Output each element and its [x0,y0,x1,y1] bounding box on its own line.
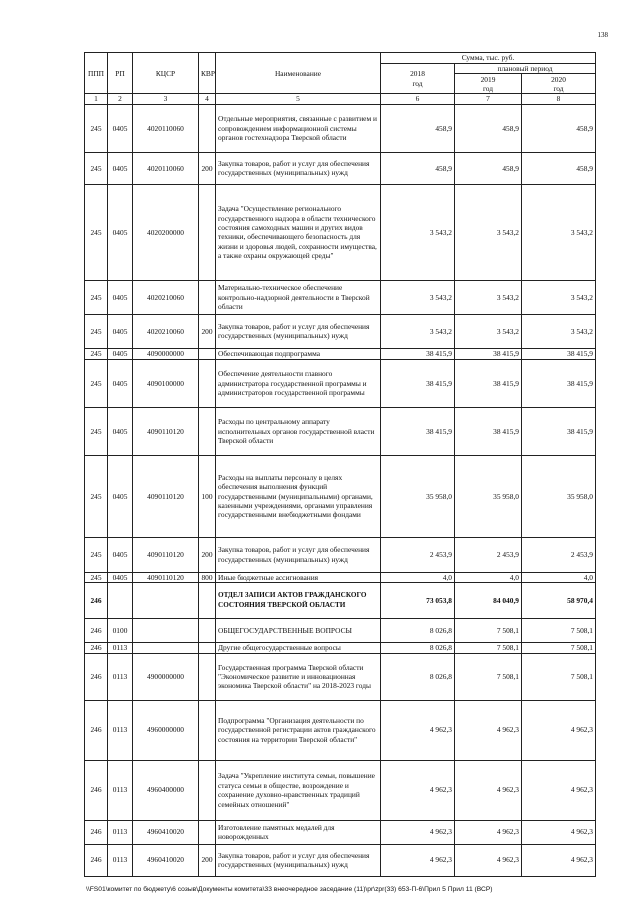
cell-rp: 0405 [108,537,133,572]
cell-2020: 2 453,9 [522,537,596,572]
header-planned-period: плановый период [455,64,596,74]
cell-2018: 8 026,8 [381,653,455,700]
cell-rp: 0405 [108,152,133,184]
cell-ppp: 245 [85,407,108,455]
cell-2019: 4 962,3 [455,700,522,760]
cell-name: Иные бюджетные ассигнования [216,572,381,582]
cell-kcsr: 4090110120 [133,537,199,572]
cell-rp: 0113 [108,820,133,844]
cell-2018: 4 962,3 [381,700,455,760]
cell-2018: 3 543,2 [381,280,455,314]
table-row [85,583,596,619]
table-row [85,844,596,876]
header-name: Наименование [216,53,381,94]
cell-2020: 38 415,9 [522,407,596,455]
cell-2020: 3 543,2 [522,280,596,314]
cell-2019: 7 508,1 [455,619,522,643]
cell-ppp: 245 [85,314,108,348]
cell-name: Другие общегосударственные вопросы [216,643,381,653]
cell-name: Отдельные мероприятия, связанные с развитием и сопровождением информационной системы органов гостехнадзора Тверской области [216,104,381,152]
cell-2020: 38 415,9 [522,359,596,407]
cell-2019: 3 543,2 [455,314,522,348]
header-num-3: 3 [133,94,199,104]
cell-2018: 8 026,8 [381,643,455,653]
cell-2019: 3 543,2 [455,280,522,314]
cell-rp: 0405 [108,348,133,359]
cell-2020: 4 962,3 [522,844,596,876]
cell-rp: 0405 [108,104,133,152]
table-row [85,619,596,643]
cell-2018: 8 026,8 [381,619,455,643]
table-row [85,280,596,314]
cell-2020: 58 970,4 [522,583,596,619]
cell-kcsr: 4090110120 [133,407,199,455]
cell-kvr: 100 [199,455,216,537]
cell-rp: 0113 [108,844,133,876]
cell-2020: 7 508,1 [522,619,596,643]
page-number: 138 [597,31,608,39]
cell-name: Расходы по центральному аппарату исполнительных органов государственной власти Тверской области [216,407,381,455]
cell-2019: 84 040,9 [455,583,522,619]
cell-2019: 4 962,3 [455,844,522,876]
header-kcsr: КЦСР [133,53,199,94]
table-row [85,314,596,348]
cell-2020: 35 958,0 [522,455,596,537]
header-year-2018: 2018 год [381,64,455,94]
cell-name: Расходы на выплаты персоналу в целях обеспечения выполнения функций государственными (муниципальными) органами, казенными учреждениями, органами управления государственными внебюджетными фондами [216,455,381,537]
cell-2018: 38 415,9 [381,407,455,455]
cell-2018: 2 453,9 [381,537,455,572]
cell-ppp: 245 [85,455,108,537]
table-row [85,407,596,455]
cell-rp: 0405 [108,407,133,455]
cell-2018: 38 415,9 [381,359,455,407]
cell-name: ОТДЕЛ ЗАПИСИ АКТОВ ГРАЖДАНСКОГО СОСТОЯНИЯ ТВЕРСКОЙ ОБЛАСТИ [216,583,381,619]
cell-2018: 4 962,3 [381,760,455,820]
cell-kvr [199,700,216,760]
cell-2019: 4,0 [455,572,522,582]
table-row [85,820,596,844]
cell-2020: 4 962,3 [522,700,596,760]
cell-2019: 4 962,3 [455,760,522,820]
cell-name: Закупка товаров, работ и услуг для обеспечения государственных (муниципальных) нужд [216,152,381,184]
cell-kvr: 200 [199,314,216,348]
cell-2018: 4 962,3 [381,820,455,844]
cell-2019: 4 962,3 [455,820,522,844]
cell-2019: 38 415,9 [455,348,522,359]
cell-kcsr [133,619,199,643]
cell-kvr [199,280,216,314]
table-row [85,359,596,407]
cell-rp: 0113 [108,653,133,700]
cell-kcsr: 4960410020 [133,820,199,844]
header-num-4: 4 [199,94,216,104]
cell-rp: 0113 [108,643,133,653]
cell-ppp: 245 [85,184,108,280]
cell-name: Подпрограмма "Организация деятельности по государственной регистрации актов гражданского состояния на территории Тверской области" [216,700,381,760]
cell-2018: 4,0 [381,572,455,582]
cell-name: Задача "Укрепление института семьи, повышение статуса семьи в обществе, возрождение и сохранение духовно-нравственных традиций семейных отношений" [216,760,381,820]
cell-2020: 4 962,3 [522,820,596,844]
cell-rp: 0405 [108,314,133,348]
cell-ppp: 246 [85,583,108,619]
cell-kvr [199,643,216,653]
cell-ppp: 246 [85,619,108,643]
cell-kvr [199,653,216,700]
cell-2018: 73 053,8 [381,583,455,619]
table-row [85,643,596,653]
header-num-5: 5 [216,94,381,104]
header-num-1: 1 [85,94,108,104]
table-row [85,572,596,582]
header-rp: РП [108,53,133,94]
cell-2020: 3 543,2 [522,184,596,280]
cell-kvr [199,820,216,844]
cell-kcsr: 4020210060 [133,314,199,348]
cell-kvr: 200 [199,152,216,184]
cell-kcsr: 4020110060 [133,152,199,184]
cell-kvr: 200 [199,537,216,572]
cell-2019: 3 543,2 [455,184,522,280]
cell-kvr [199,359,216,407]
cell-ppp: 245 [85,152,108,184]
cell-ppp: 245 [85,537,108,572]
cell-kvr [199,583,216,619]
table-row [85,653,596,700]
cell-2020: 38 415,9 [522,348,596,359]
cell-2019: 7 508,1 [455,643,522,653]
cell-2018: 38 415,9 [381,348,455,359]
cell-2018: 458,9 [381,104,455,152]
cell-2020: 7 508,1 [522,643,596,653]
cell-2018: 4 962,3 [381,844,455,876]
cell-ppp: 245 [85,104,108,152]
cell-ppp: 245 [85,280,108,314]
table-row [85,348,596,359]
cell-ppp: 246 [85,760,108,820]
cell-kcsr: 4090110120 [133,572,199,582]
cell-name: Обеспечивающая подпрограмма [216,348,381,359]
cell-2019: 7 508,1 [455,653,522,700]
cell-2019: 38 415,9 [455,359,522,407]
cell-2018: 3 543,2 [381,184,455,280]
header-num-8: 8 [522,94,596,104]
cell-rp: 0100 [108,619,133,643]
cell-kvr: 200 [199,844,216,876]
cell-2019: 458,9 [455,152,522,184]
cell-kcsr: 4090100000 [133,359,199,407]
cell-rp [108,583,133,619]
cell-name: Обеспечение деятельности главного администратора государственной программы и администраторов государственной программы [216,359,381,407]
cell-2018: 35 958,0 [381,455,455,537]
cell-kvr [199,104,216,152]
cell-ppp: 246 [85,844,108,876]
cell-rp: 0405 [108,455,133,537]
cell-rp: 0405 [108,184,133,280]
cell-rp: 0405 [108,280,133,314]
cell-2019: 2 453,9 [455,537,522,572]
budget-table [84,52,596,877]
cell-kcsr: 4020200000 [133,184,199,280]
cell-kcsr: 4020110060 [133,104,199,152]
cell-kcsr: 4960400000 [133,760,199,820]
cell-2020: 3 543,2 [522,314,596,348]
cell-rp: 0113 [108,700,133,760]
cell-ppp: 245 [85,359,108,407]
table-row [85,537,596,572]
cell-name: Закупка товаров, работ и услуг для обеспечения государственных (муниципальных) нужд [216,537,381,572]
cell-kcsr: 4020210060 [133,280,199,314]
header-num-6: 6 [381,94,455,104]
cell-kcsr: 4090000000 [133,348,199,359]
cell-name: Материально-техническое обеспечение контрольно-надзорной деятельности в Тверской области [216,280,381,314]
cell-2019: 458,9 [455,104,522,152]
cell-name: Изготовление памятных медалей для новорожденных [216,820,381,844]
cell-kvr [199,407,216,455]
cell-name: Закупка товаров, работ и услуг для обеспечения государственных (муниципальных) нужд [216,844,381,876]
cell-2020: 458,9 [522,104,596,152]
header-ppp: ППП [85,53,108,94]
header-sum: Сумма, тыс. руб. [381,53,596,64]
header-year-2019: 2019 год [455,74,522,94]
cell-kvr [199,348,216,359]
header-num-7: 7 [455,94,522,104]
cell-rp: 0113 [108,760,133,820]
cell-name: ОБЩЕГОСУДАРСТВЕННЫЕ ВОПРОСЫ [216,619,381,643]
header-kvr: КВР [199,53,216,94]
table-row [85,760,596,820]
cell-2019: 35 958,0 [455,455,522,537]
cell-rp: 0405 [108,359,133,407]
cell-name: Государственная программа Тверской области "Экономическое развитие и инновационная экономика Тверской области" на 2018-2023 годы [216,653,381,700]
cell-kcsr [133,643,199,653]
cell-2020: 7 508,1 [522,653,596,700]
table-row [85,455,596,537]
table-row [85,700,596,760]
cell-2019: 38 415,9 [455,407,522,455]
cell-kcsr: 4960410020 [133,844,199,876]
cell-ppp: 245 [85,572,108,582]
table-row [85,184,596,280]
cell-name: Закупка товаров, работ и услуг для обеспечения государственных (муниципальных) нужд [216,314,381,348]
cell-kvr [199,760,216,820]
cell-2018: 3 543,2 [381,314,455,348]
cell-ppp: 246 [85,700,108,760]
cell-2020: 4,0 [522,572,596,582]
table-row [85,104,596,152]
cell-kcsr: 4960000000 [133,700,199,760]
cell-kvr [199,619,216,643]
cell-ppp: 245 [85,348,108,359]
cell-2020: 458,9 [522,152,596,184]
cell-ppp: 246 [85,653,108,700]
cell-ppp: 246 [85,643,108,653]
file-path-footer: \\FS01\комитет по бюджету\6 созыв\Документы комитета\33 внеочередное заседание (11)\pr\zpr(33) 653-П-6\Прил 5 Прил 11 (ВСР) [86,886,493,893]
header-year-2020: 2020 год [522,74,596,94]
cell-name: Задача "Осуществление регионального государственного надзора в области технического состояния самоходных машин и других видов техники, обеспечивающего безопасность для жизни и здоровья людей, сохранности имущества, а также охраны окружающей среды" [216,184,381,280]
cell-rp: 0405 [108,572,133,582]
cell-2018: 458,9 [381,152,455,184]
header-num-2: 2 [108,94,133,104]
cell-2020: 4 962,3 [522,760,596,820]
cell-kcsr: 4090110120 [133,455,199,537]
cell-kvr: 800 [199,572,216,582]
cell-ppp: 246 [85,820,108,844]
cell-kvr [199,184,216,280]
table-row [85,152,596,184]
cell-kcsr: 4900000000 [133,653,199,700]
cell-kcsr [133,583,199,619]
